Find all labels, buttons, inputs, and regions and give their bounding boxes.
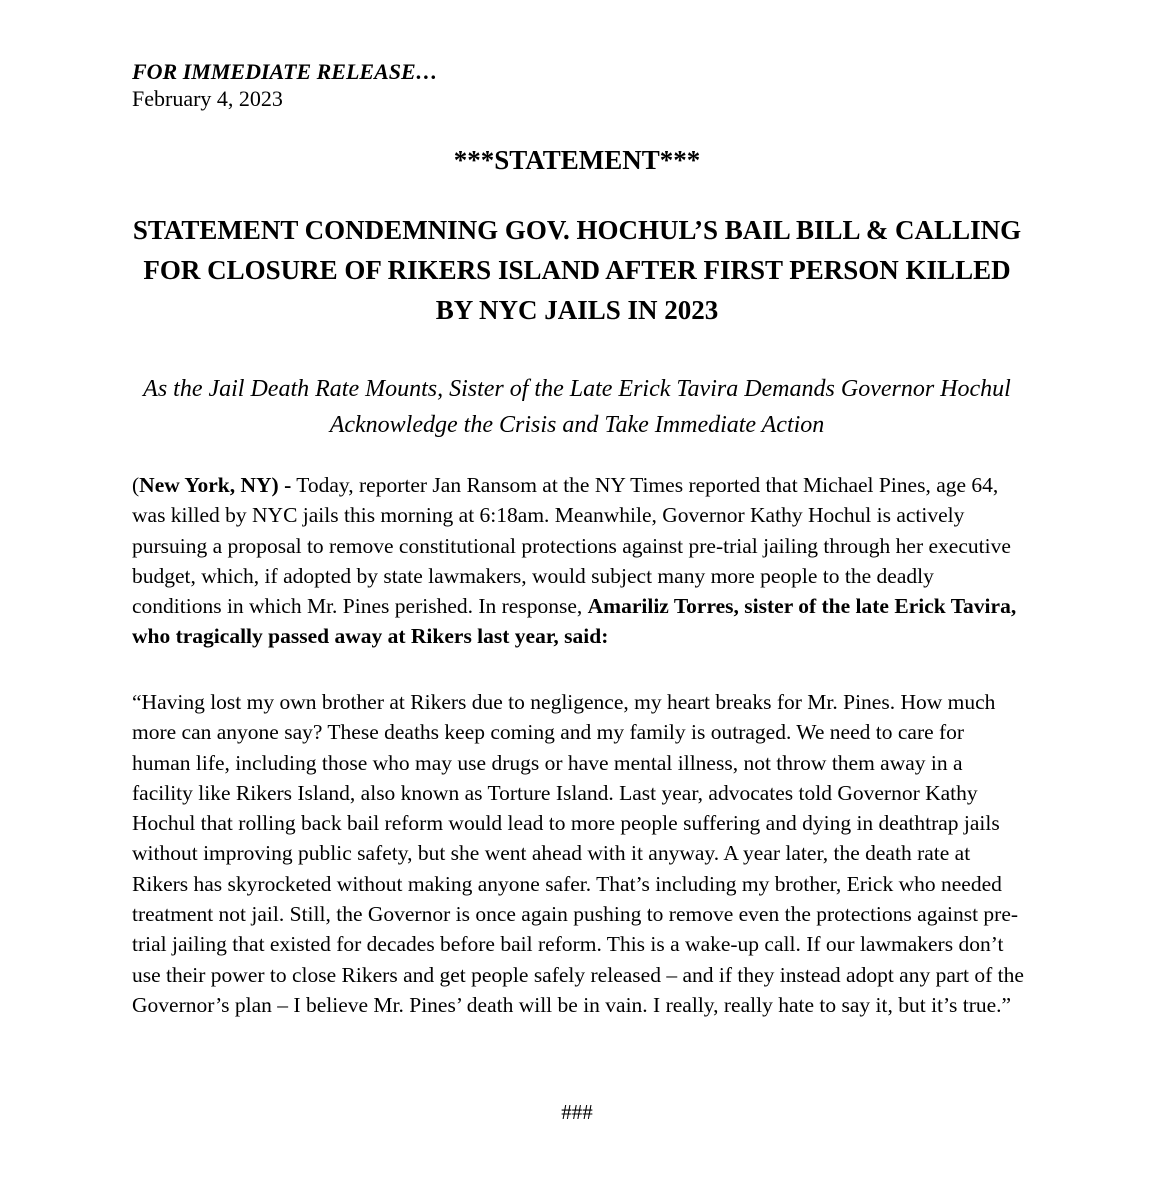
release-date: February 4, 2023 xyxy=(132,86,283,111)
headline: STATEMENT CONDEMNING GOV. HOCHUL’S BAIL BILL & CALLING FOR CLOSURE OF RIKERS ISLAND AFTER FIRST PERSON KILLED BY NYC JAILS IN 2023 xyxy=(132,215,1022,325)
dateline-location: New York, NY) - xyxy=(139,473,292,497)
quote-paragraph: “Having lost my own brother at Rikers due to negligence, my heart breaks for Mr. Pines. How much more can anyone say? These deaths keep coming and my family is outraged. We need to care for human life, including those who may use drugs or have mental illness, not throw them away in a facility like Rikers Island, also known as Torture Island. Last year, advocates told Governor Kathy Hochul that rolling back bail reform would lead to more people suffering and dying in deathtrap jails without improving public safety, but she went ahead with it anyway. A year later, the death rate at Rikers has skyrocketed without making anyone safer. That’s including my brother, Erick who needed treatment not jail. Still, the Governor is once again pushing to remove even the protections against pre-trial jailing that existed for decades before bail reform. This is a wake-up call. If our lawmakers don’t use their power to close Rikers and get people safely released – and if they instead adopt any part of the Governor’s plan – I believe Mr. Pines’ death will be in vain. I really, really hate to say it, but it’s true.” xyxy=(132,690,1024,1017)
subheadline: As the Jail Death Rate Mounts, Sister of the Late Erick Tavira Demands Governor Hochul Acknowledge the Crisis and Take Immediate Action xyxy=(143,376,1011,438)
end-mark: ### xyxy=(561,1100,593,1124)
intro-paragraph xyxy=(132,470,1025,652)
speaker-attribution: Amariliz Torres, sister of the late Erick Tavira, who tragically passed away at Rikers last year, said: xyxy=(132,594,1017,649)
release-label: FOR IMMEDIATE RELEASE… xyxy=(132,59,438,84)
intro-open-paren: ( xyxy=(132,473,140,497)
intro-body: Today, reporter Jan Ransom at the NY Times reported that Michael Pines, age 64, was killed by NYC jails this morning at 6:18am. Meanwhile, Governor Kathy Hochul is actively pursuing a proposal to remove constitutional protections against pre-trial jailing through her executive budget, which, if adopted by state lawmakers, would subject many more people to the deadly conditions in which Mr. Pines perished. In response, xyxy=(132,473,1011,619)
statement-tag: ***STATEMENT*** xyxy=(453,145,701,175)
